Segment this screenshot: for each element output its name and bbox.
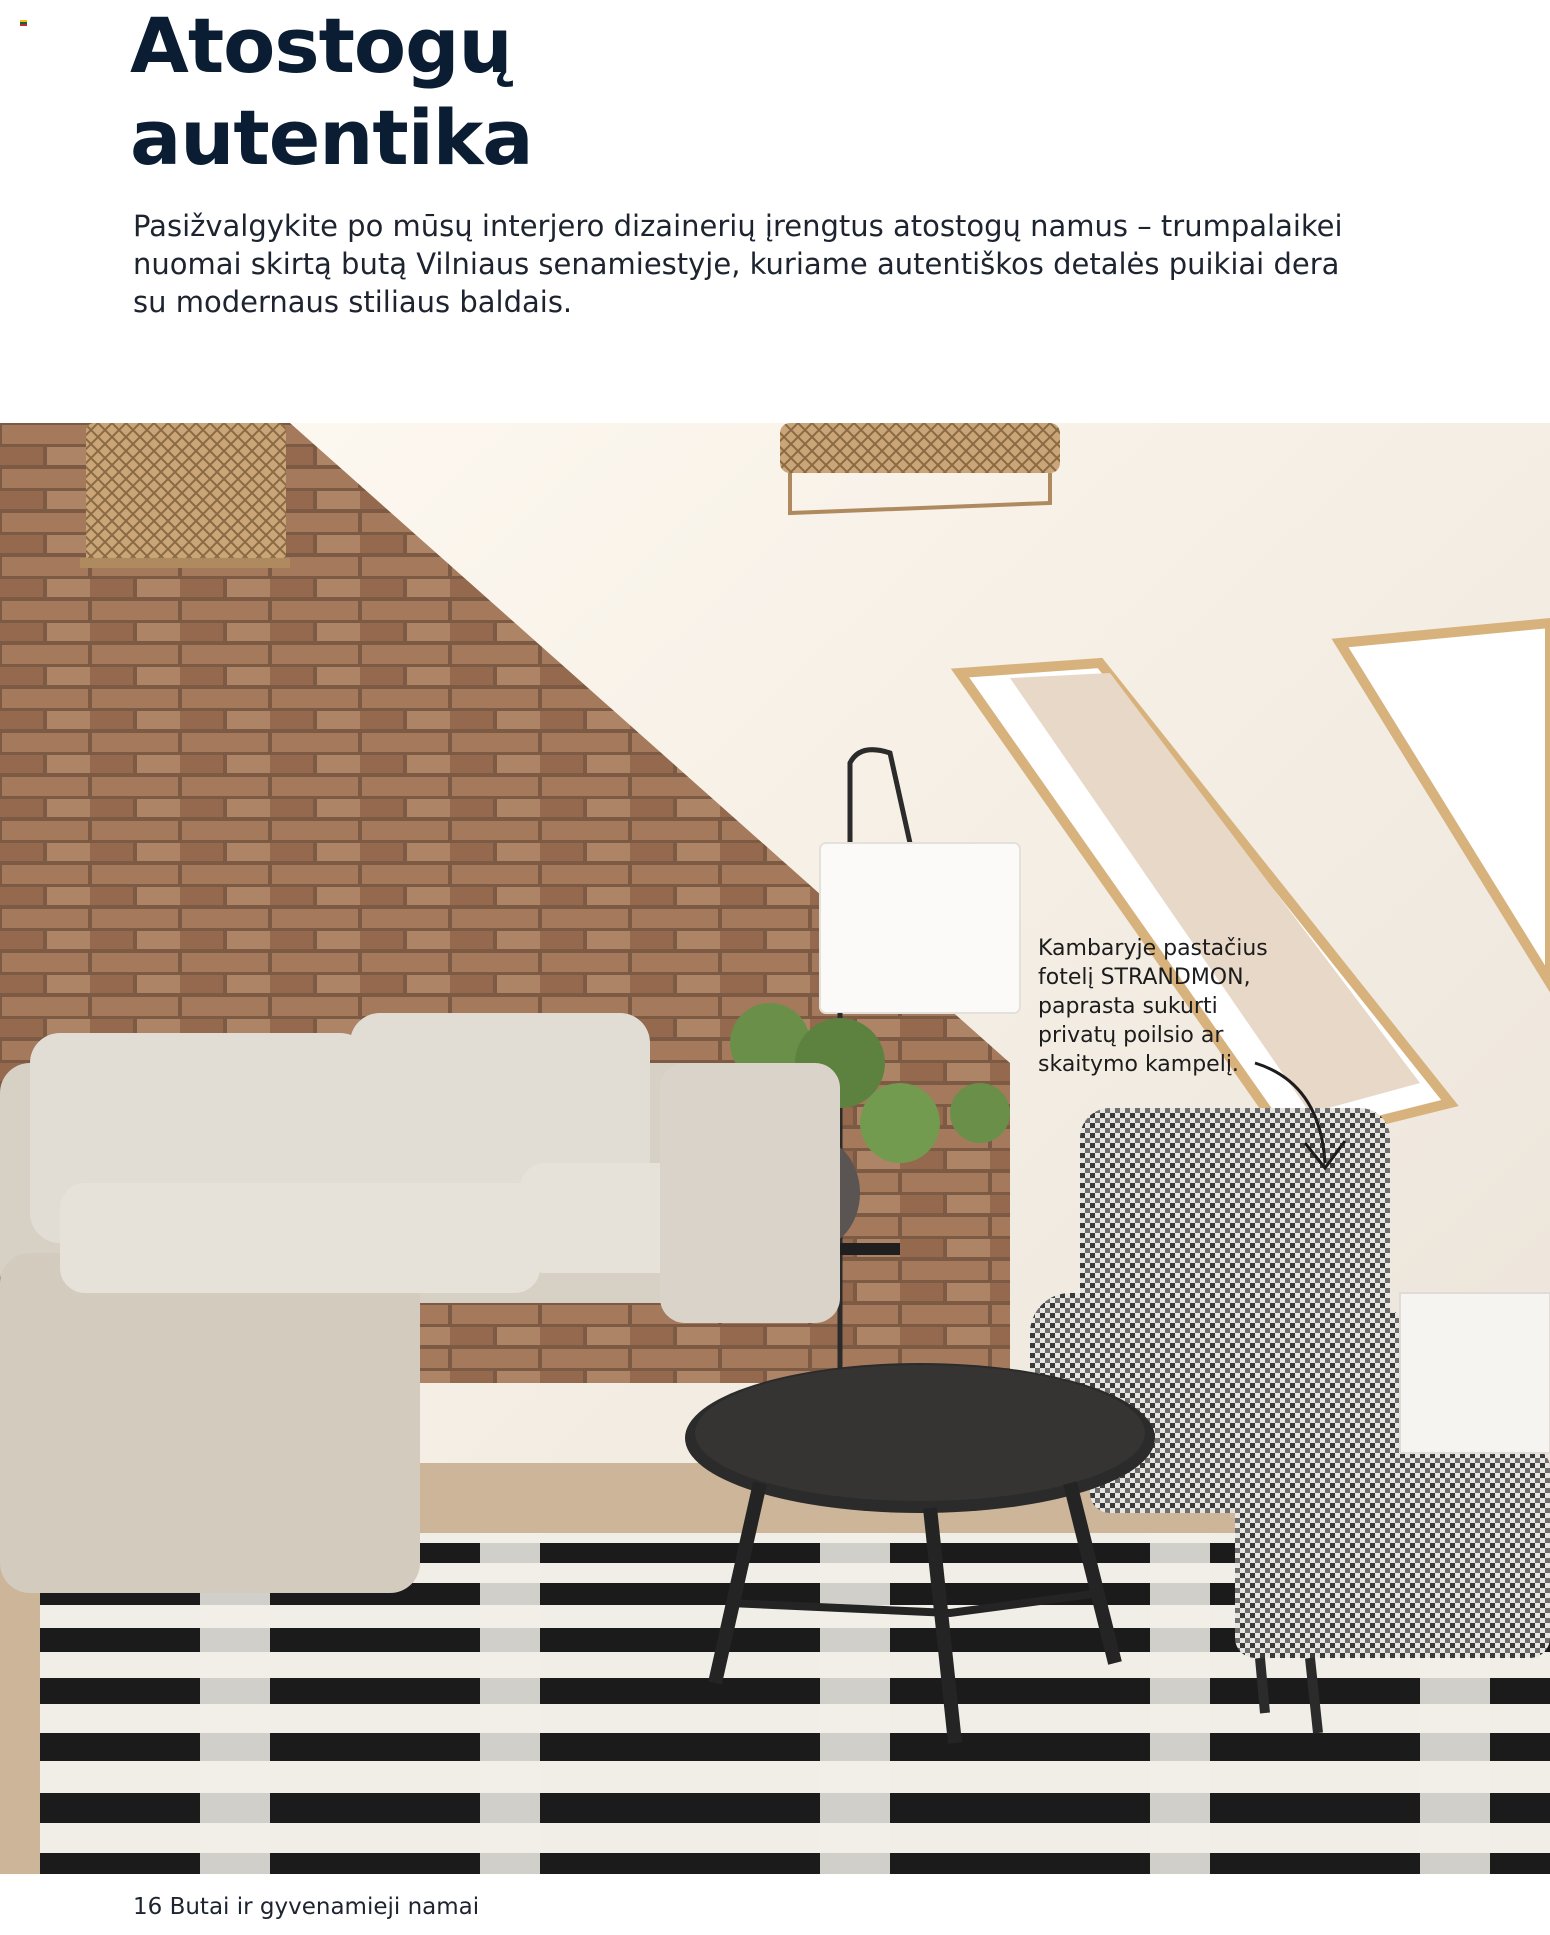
intro-line: Pasižvalgykite po mūsų interjero dizainerių įrengtus atostogų namus – trumpalaikei [133,209,1343,243]
page-footer: 16 Butai ir gyvenamieji namai [133,1894,480,1920]
intro-line: su modernaus stiliaus baldais. [133,285,573,319]
low-shelf [1400,1293,1550,1453]
page-title [130,0,533,184]
photo-caption-line: fotelį STRANDMON, [1038,965,1251,990]
page-title-line: Atostogų [130,1,512,90]
intro-paragraph [133,207,1393,321]
photo-caption-line: skaitymo kampelį. [1038,1052,1239,1077]
living-room-photo [0,423,1550,1874]
photo-caption-line: Kambaryje pastačius [1038,936,1268,961]
photo-caption [1038,934,1338,1079]
pendant-lamp-left [80,423,290,568]
page-title-line: autentika [130,93,533,182]
photo-caption-line: privatų poilsio ar [1038,1023,1224,1048]
language-flag-icon [20,20,27,26]
intro-line: nuomai skirtą butą Vilniaus senamiestyje, kuriame autentiškos detalės puikiai dera [133,247,1340,281]
photo-caption-line: paprasta sukurti [1038,994,1218,1019]
